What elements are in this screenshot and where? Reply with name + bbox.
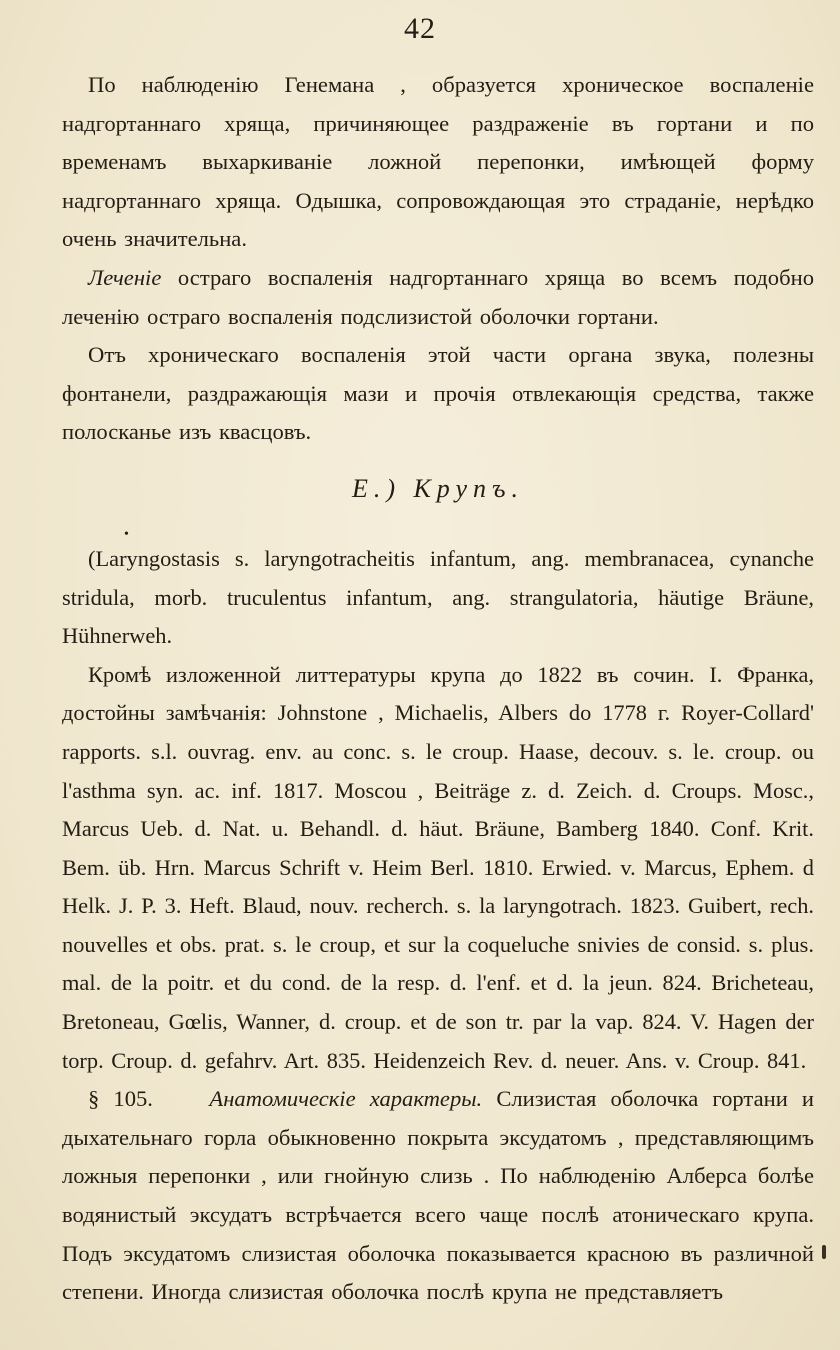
- section-heading-croup: Е.) Крупъ.: [352, 473, 524, 503]
- page-blemish: [822, 1245, 826, 1259]
- bullet-mark: •: [124, 526, 129, 542]
- paragraph-chronic-treatment: Отъ хроническаго воспаленія этой части органа звука, полезны фонтанели, раздражающія мази и прочія отвлекающія средства, также полосканье изъ квасцовъ.: [62, 342, 814, 445]
- treatment-lead: Леченіе: [88, 264, 162, 290]
- latin-block: [62, 540, 814, 1080]
- section-number: § 105.: [88, 1086, 153, 1112]
- paragraph-latin-synonyms: (Laryngostasis s. laryngotracheitis infantum, ang. membranacea, cynanche stridula, morb. truculentus infantum, ang. strangulatoria, häutige Bräune, Hühnerweh.: [62, 545, 814, 649]
- anatomy-lead: Анатомическіе характеры.: [209, 1086, 483, 1112]
- treatment-text: остраго воспаленія надгортаннаго хряща во всемъ подобно леченію остраго воспаленія подслизистой оболочки гортани.: [62, 264, 814, 329]
- paragraph-treatment: [62, 259, 814, 336]
- paragraph-chronic-inflammation: По наблюденію Генемана , образуется хроническое воспаленіе надгортаннаго хряща, причиняющее раздраженіе въ гортани и по временамъ выхаркиваніе ложной перепонки, имѣющей форму надгортаннаго хряща. Одышка, сопровождающая это страданіе, нерѣдко очень значительна.: [62, 72, 814, 252]
- page-number: 42: [404, 12, 436, 45]
- paragraph-anatomy: [62, 1080, 814, 1312]
- anatomy-text: Слизистая оболочка гортани и дыхательнаго горла обыкновенно покрыта эксудатомъ , представляющимъ ложныя перепонки , или гнойную слизь . По наблюденію Алберса болѣе водянистый эксудатъ встрѣчается всего чаще послѣ атоническаго крупа. Подъ эксудатомъ слизистая оболочка показывается красною въ различной степени. Иногда слизистая оболочка послѣ крупа не представляетъ: [62, 1086, 814, 1305]
- paragraph-literature: Кромѣ изложенной литтературы крупа до 1822 въ сочин. I. Франка, достойны замѣчанія: Johnstone , Michaelis, Albers do 1778 г. Royer-Collard' rapports. s.l. ouvrag. env. au conc. s. le croup. Haase, decouv. s. le. croup. ou l'asthma syn. ac. inf. 1817. Moscou , Beiträge z. d. Zeich. d. Croups. Mosc., Marcus Ueb. d. Nat. u. Behandl. d. häut. Bräune, Bamberg 1840. Conf. Krit. Bem. üb. Hrn. Marcus Schrift v. Heim Berl. 1810. Erwied. v. Marcus, Ephem. d Helk. J. P. 3. Heft. Blaud, nouv. recherch. s. la laryngotrach. 1823. Guibert, rech. nouvelles et obs. prat. s. le croup, et sur la coqueluche snivies de consid. s. plus. mal. de la poitr. et du cond. de la resp. d. l'enf. et d. la jeun. 824. Bricheteau, Bretoneau, Gœlis, Wanner, d. croup. et de son tr. par la vap. 824. V. Hagen der torp. Croup. d. gefahrv. Art. 835. Heidenzeich Rev. d. neuer. Ans. v. Croup. 841.: [62, 661, 814, 1073]
- page-body: [62, 66, 814, 1312]
